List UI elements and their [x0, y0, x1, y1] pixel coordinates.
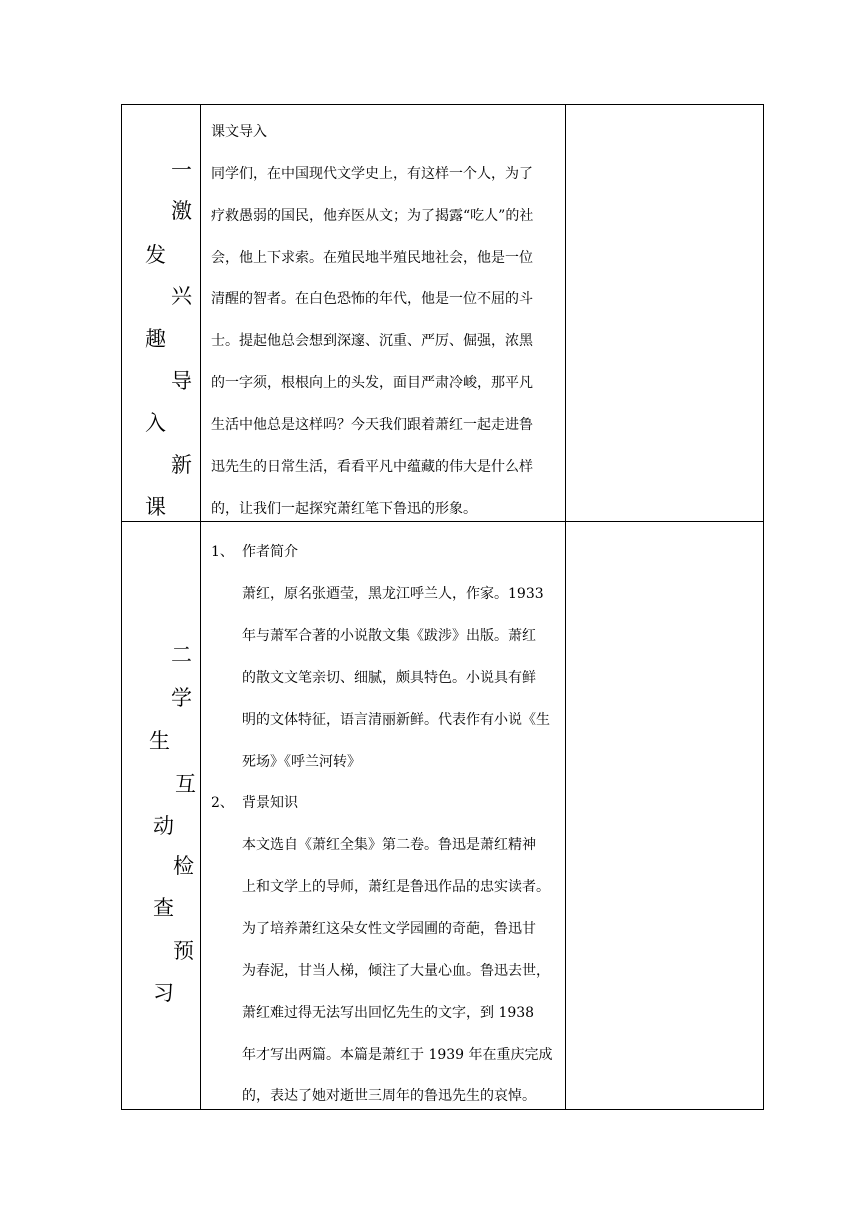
section2-label-char: 二: [171, 643, 192, 667]
section1-label-char: 入: [145, 411, 166, 435]
table-border-right: [763, 104, 764, 1110]
section1-line: 清醒的智者。在白色恐怖的年代，他是一位不屈的斗: [211, 291, 533, 307]
section1-line: 疗救愚弱的国民，他弃医从文；为了揭露“吃人”的社: [211, 208, 534, 224]
section1-line: 士。提起他总会想到深邃、沉重、严厉、倔强，浓黑: [211, 333, 533, 349]
item1-line: 的散文文笔亲切、细腻，颇具特色。小说具有鲜: [242, 670, 536, 686]
section1-label-char: 激: [171, 199, 192, 223]
section1-label-char: 发: [145, 243, 166, 267]
section1-line: 的，让我们一起探究萧红笔下鲁迅的形象。: [211, 501, 477, 517]
section1-line: 的一字须，根根向上的头发，面目严肃冷峻，那平凡: [211, 375, 533, 391]
item2-line: 的，表达了她对逝世三周年的鲁迅先生的哀悼。: [242, 1088, 536, 1104]
section2-label-char: 预: [173, 939, 194, 963]
section1-label-char: 兴: [171, 284, 192, 308]
item2-number: 2、: [211, 795, 234, 811]
table-border-top: [121, 104, 764, 105]
section2-label-char: 互: [175, 772, 196, 796]
section1-heading: 课文导入: [211, 124, 267, 140]
section1-line: 同学们，在中国现代文学史上，有这样一个人，为了: [211, 166, 533, 182]
item1-line: 萧红，原名张逎莹，黑龙江呼兰人，作家。1933: [242, 586, 544, 602]
section1-line: 生活中他总是这样吗？今天我们跟着萧红一起走进鲁: [211, 417, 533, 433]
item1-line: 明的文体特征，语言清丽新鲜。代表作有小说《生: [242, 712, 550, 728]
table-row-divider: [121, 521, 764, 522]
section1-label-char: 课: [145, 495, 166, 519]
item1-line: 年与萧军合著的小说散文集《跋涉》出版。萧红: [242, 628, 536, 644]
item2-line: 为春泥，甘当人梯，倾注了大量心血。鲁迅去世，: [242, 963, 550, 979]
section1-line: 迅先生的日常生活，看看平凡中蕴藏的伟大是什么样: [211, 459, 533, 475]
section2-label-char: 生: [149, 729, 170, 753]
table-border-left: [121, 104, 122, 1110]
section2-label-char: 查: [153, 896, 174, 920]
section2-label-char: 动: [153, 814, 174, 838]
section1-label-char: 一: [171, 158, 192, 182]
table-border-col1: [200, 104, 201, 1110]
section2-label-char: 检: [173, 854, 194, 878]
table-border-bottom: [121, 1109, 764, 1110]
item2-line: 为了培养萧红这朵女性文学园圃的奇葩，鲁迅甘: [242, 921, 536, 937]
item1-line: 死场》《呼兰河转》: [242, 754, 361, 770]
section1-label-char: 导: [171, 369, 192, 393]
item2-line: 本文选自《萧红全集》第二卷。鲁迅是萧红精神: [242, 837, 536, 853]
item2-line: 萧红难过得无法写出回忆先生的文字，到 1938: [242, 1005, 535, 1021]
item2-line: 年才写出两篇。本篇是萧红于 1939 年在重庆完成: [242, 1047, 553, 1063]
section1-line: 会，他上下求索。在殖民地半殖民地社会，他是一位: [211, 250, 533, 266]
item1-number: 1、: [211, 544, 234, 560]
section1-label-char: 新: [171, 453, 192, 477]
item2-title: 背景知识: [242, 795, 298, 811]
section2-label-char: 学: [171, 686, 192, 710]
section2-label-char: 习: [153, 981, 174, 1005]
item1-title: 作者简介: [242, 544, 298, 560]
table-border-col2: [565, 104, 566, 1110]
section1-label-char: 趣: [145, 327, 166, 351]
item2-line: 上和文学上的导师，萧红是鲁迅作品的忠实读者。: [242, 879, 550, 895]
